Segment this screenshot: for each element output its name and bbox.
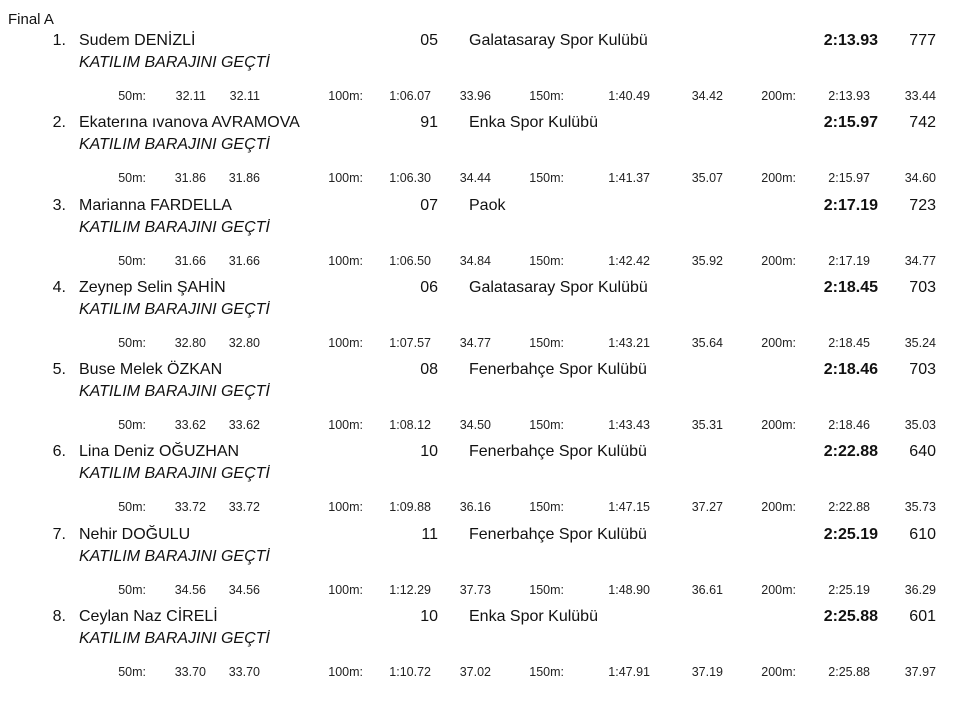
birth-year: 10 [420,443,438,461]
swimmer-name: Ceylan Naz CİRELİ [79,607,218,625]
split-cumulative-150: 1:48.90 [608,582,650,597]
club-name: Galatasaray Spor Kulübü [469,32,648,49]
birth-year: 05 [420,32,438,49]
final-time: 2:25.19 [823,525,878,543]
split-distance-150: 150m: [529,171,564,186]
points: 610 [909,525,936,543]
split-lap-50: 32.80 [228,335,260,350]
split-cumulative-100: 1:10.72 [389,664,431,679]
rank: 4. [52,278,66,296]
split-lap-200: 35.73 [904,500,936,515]
split-cumulative-200: 2:15.97 [828,171,870,186]
split-lap-150: 35.64 [691,335,723,350]
split-cumulative-200: 2:22.88 [828,500,870,515]
split-lap-200: 34.77 [904,253,936,268]
split-lap-50: 33.70 [228,664,260,679]
split-distance-100: 100m: [328,418,363,432]
split-distance-150: 150m: [529,253,564,268]
split-lap-150: 35.07 [691,171,723,186]
result-entry [0,421,960,515]
points: 640 [909,443,936,461]
split-lap-150: 35.92 [691,253,723,268]
rank: 2. [52,114,66,132]
split-distance-50: 50m: [118,664,146,679]
split-lap-50: 34.56 [228,582,260,597]
split-cumulative-100: 1:08.12 [389,418,431,432]
rank: 1. [52,32,66,49]
split-cumulative-100: 1:06.30 [389,171,431,186]
club-name: Enka Spor Kulübü [469,114,598,132]
rank: 5. [52,361,66,378]
split-distance-100: 100m: [328,500,363,515]
split-cumulative-200: 2:25.19 [828,582,870,597]
points: 601 [909,607,936,625]
swimmer-name: Marianna FARDELLA [79,196,232,214]
points: 742 [909,114,936,132]
split-distance-100: 100m: [328,335,363,350]
split-cumulative-100: 1:12.29 [389,582,431,597]
split-lap-100: 34.77 [459,335,491,350]
split-lap-200: 37.97 [904,664,936,679]
split-cumulative-150: 1:40.49 [608,89,650,103]
split-cumulative-50: 31.66 [174,253,206,268]
split-distance-200: 200m: [761,253,796,268]
split-cumulative-50: 31.86 [174,171,206,186]
split-distance-100: 100m: [328,171,363,186]
split-cumulative-150: 1:43.21 [608,335,650,350]
split-cumulative-50: 33.62 [174,418,206,432]
split-lap-100: 34.84 [459,253,491,268]
rank: 8. [52,607,66,625]
split-lap-150: 35.31 [691,418,723,432]
split-cumulative-150: 1:43.43 [608,418,650,432]
points: 703 [909,278,936,296]
club-name: Paok [469,196,506,214]
qualification-status: KATILIM BARAJINI GEÇTİ [79,629,270,647]
birth-year: 91 [420,114,438,132]
split-distance-100: 100m: [328,582,363,597]
split-cumulative-200: 2:18.45 [828,335,870,350]
swimmer-name: Lina Deniz OĞUZHAN [79,443,240,461]
split-cumulative-50: 34.56 [174,582,206,597]
split-distance-200: 200m: [761,664,796,679]
split-distance-100: 100m: [328,253,363,268]
split-distance-100: 100m: [328,89,363,103]
split-distance-200: 200m: [761,500,796,515]
qualification-status: KATILIM BARAJINI GEÇTİ [79,218,270,236]
final-heading: Final A [8,11,54,28]
qualification-status: KATILIM BARAJINI GEÇTİ [79,54,270,71]
qualification-status: KATILIM BARAJINI GEÇTİ [79,465,270,483]
split-distance-50: 50m: [118,500,146,515]
split-lap-50: 31.66 [228,253,260,268]
birth-year: 07 [420,196,438,214]
swimmer-name: Buse Melek ÖZKAN [79,361,223,378]
split-cumulative-100: 1:07.57 [389,335,431,350]
split-cumulative-200: 2:13.93 [828,89,870,103]
split-distance-50: 50m: [118,418,146,432]
birth-year: 10 [420,607,438,625]
split-distance-50: 50m: [118,253,146,268]
points: 703 [909,361,936,378]
split-cumulative-50: 32.11 [175,89,206,103]
split-distance-150: 150m: [529,582,564,597]
split-distance-50: 50m: [118,335,146,350]
split-distance-200: 200m: [761,335,796,350]
split-distance-200: 200m: [761,418,796,432]
swimmer-name: Sudem DENİZLİ [79,32,196,49]
split-lap-200: 34.60 [904,171,936,186]
split-lap-100: 36.16 [459,500,491,515]
split-cumulative-100: 1:06.07 [389,89,431,103]
result-entry [0,586,960,679]
swimmer-name: Nehir DOĞULU [79,525,191,543]
result-entry [0,10,960,103]
split-lap-200: 36.29 [904,582,936,597]
club-name: Fenerbahçe Spor Kulübü [469,443,647,461]
split-distance-50: 50m: [118,89,146,103]
rank: 3. [52,196,66,214]
split-lap-100: 33.96 [459,89,491,103]
split-lap-200: 35.24 [904,335,936,350]
qualification-status: KATILIM BARAJINI GEÇTİ [79,300,270,318]
split-cumulative-200: 2:25.88 [828,664,870,679]
split-lap-200: 35.03 [904,418,936,432]
split-cumulative-50: 32.80 [174,335,206,350]
result-entry [0,257,960,350]
split-distance-150: 150m: [529,664,564,679]
birth-year: 11 [421,525,438,543]
split-distance-50: 50m: [118,171,146,186]
split-distance-200: 200m: [761,171,796,186]
split-lap-150: 37.27 [691,500,723,515]
result-entry [0,92,960,186]
club-name: Galatasaray Spor Kulübü [469,278,648,296]
split-distance-150: 150m: [529,418,564,432]
split-distance-150: 150m: [529,500,564,515]
club-name: Enka Spor Kulübü [469,607,598,625]
split-cumulative-150: 1:41.37 [608,171,650,186]
split-cumulative-200: 2:18.46 [828,418,870,432]
final-time: 2:18.45 [823,278,878,296]
split-distance-50: 50m: [118,582,146,597]
split-lap-50: 33.62 [228,418,260,432]
split-lap-200: 33.44 [904,89,936,103]
split-distance-150: 150m: [529,335,564,350]
qualification-status: KATILIM BARAJINI GEÇTİ [79,547,270,565]
split-lap-50: 32.11 [229,89,260,103]
result-entry [0,504,960,597]
final-time: 2:22.88 [823,443,878,461]
split-distance-100: 100m: [328,664,363,679]
final-time: 2:25.88 [823,607,878,625]
split-lap-50: 33.72 [228,500,260,515]
result-entry [0,175,960,268]
split-cumulative-150: 1:47.15 [608,500,650,515]
rank: 6. [52,443,66,461]
club-name: Fenerbahçe Spor Kulübü [469,525,647,543]
split-lap-50: 31.86 [228,171,260,186]
split-distance-200: 200m: [761,582,796,597]
rank: 7. [52,525,66,543]
swimmer-name: Zeynep Selin ŞAHİN [79,278,226,296]
split-lap-100: 34.50 [459,418,491,432]
split-distance-150: 150m: [529,89,564,103]
split-lap-100: 37.73 [459,582,491,597]
split-lap-150: 34.42 [691,89,723,103]
split-cumulative-150: 1:47.91 [608,664,650,679]
split-distance-200: 200m: [761,89,796,103]
split-cumulative-100: 1:09.88 [389,500,431,515]
result-entry [0,339,960,432]
split-cumulative-50: 33.70 [174,664,206,679]
split-lap-100: 37.02 [459,664,491,679]
swimmer-name: Ekaterına ıvanova AVRAMOVA [79,114,300,132]
qualification-status: KATILIM BARAJINI GEÇTİ [79,136,270,154]
final-time: 2:13.93 [823,32,878,49]
split-lap-150: 37.19 [691,664,723,679]
split-cumulative-150: 1:42.42 [608,253,650,268]
split-lap-150: 36.61 [691,582,723,597]
final-time: 2:17.19 [823,196,878,214]
split-cumulative-100: 1:06.50 [389,253,431,268]
split-cumulative-200: 2:17.19 [828,253,870,268]
qualification-status: KATILIM BARAJINI GEÇTİ [79,383,270,400]
final-time: 2:18.46 [823,361,878,378]
club-name: Fenerbahçe Spor Kulübü [469,361,647,378]
points: 723 [909,196,936,214]
birth-year: 08 [420,361,438,378]
split-lap-100: 34.44 [459,171,491,186]
final-time: 2:15.97 [823,114,878,132]
points: 777 [909,32,936,49]
split-cumulative-50: 33.72 [174,500,206,515]
birth-year: 06 [420,278,438,296]
